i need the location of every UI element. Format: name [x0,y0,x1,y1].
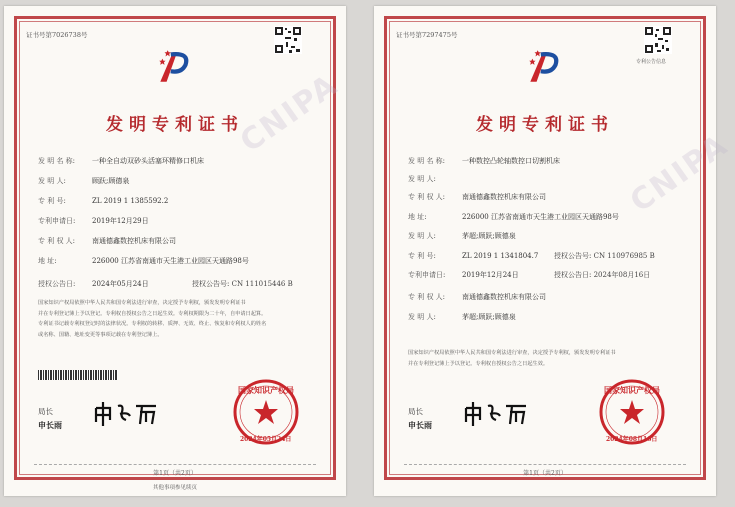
grant-date-row [38,279,149,289]
page-title: 发明专利证书 [106,115,244,135]
cnipa-logo-icon [524,46,566,88]
address: 226000 江苏省南通市天生港工业园区天通路98号 [462,213,619,221]
patentee-label: 专 利 权 人: [408,293,446,301]
grant-number-label: 授权公告号: [192,280,230,288]
notice-line: 国家知识产权局依照中华人民共和国专利法进行审查，决定授予专利权，颁发发明专利证书 [38,300,246,306]
grant-date-row [554,270,650,280]
qr-code-icon [644,26,672,54]
patent-number-label: 专 利 号: [38,197,66,205]
inventors-row-3 [408,312,516,322]
filing-date-row [408,270,519,280]
grant-number-row [554,251,655,261]
inventors: 茅超;顾跃;顾德泉 [462,313,516,321]
filing-date-label: 专利申请日: [408,271,446,279]
inventors-row [408,174,462,184]
invention-name: 一种数控凸轮轴数控口切割机床 [462,157,560,165]
divider [404,464,686,465]
inventors: 顾跃;顾德泉 [92,177,130,185]
watermark: CNIPA [623,127,735,220]
invention-name: 一种全自动双砂头活塞环精修口机床 [92,157,204,165]
inventors-label: 发 明 人: [408,313,436,321]
barcode-icon [38,370,118,380]
filing-date: 2019年12月24日 [462,271,519,279]
seal-date: 2024年08月16日 [606,436,658,443]
handwritten-signature-icon [92,398,162,428]
qr-code-icon [274,26,302,54]
inventors-row [38,176,129,186]
address-row [408,212,619,222]
watermark: CNIPA [233,67,345,160]
cnipa-logo-icon [154,46,196,88]
footnote: 其他事项参见续页 [152,485,197,491]
inventors: 茅超;顾跃;顾德泉 [462,232,516,240]
patent-number-label: 专 利 号: [408,252,436,260]
address-label: 地 址: [38,257,57,265]
address-row [38,256,249,266]
certificate-right [374,6,735,496]
certificate-number: 证书号第7026738号 [26,31,88,39]
patent-number: ZL 2019 1 1341804.7 [462,252,539,260]
notice-line: 国家知识产权局依照中华人民共和国专利法进行审查，决定授予专利权，颁发发明专利证书 [408,350,616,356]
seal-text: 国家知识产权局 [238,386,294,395]
signer-title: 局长 [38,407,53,416]
grant-date-label: 授权公告日: [554,271,592,279]
patent-number-row [408,251,538,261]
address-label: 地 址: [408,213,427,221]
patentee-row [38,236,176,246]
invention-name-label: 发 明 名 称: [38,157,76,165]
signer-title: 局长 [408,407,423,416]
inventors-row-2 [408,231,516,241]
seal-text: 国家知识产权局 [604,386,660,395]
patentee-row-2 [408,292,546,302]
invention-name-label: 发 明 名 称: [408,157,446,165]
grant-number: CN 110976985 B [593,252,655,260]
grant-number: CN 111015446 B [231,280,293,288]
grant-date-label: 授权公告日: [38,280,76,288]
patentee-label: 专 利 权 人: [408,193,446,201]
page-number: 第1页（共2页） [153,470,197,477]
certificate-left [4,6,346,496]
patentee: 南通德鑫数控机床有限公司 [462,193,546,201]
filing-date-row [38,216,149,226]
grant-number-label: 授权公告号: [554,252,592,260]
inventors-label: 发 明 人: [408,232,436,240]
filing-date-label: 专利申请日: [38,217,76,225]
invention-name-row [38,156,204,166]
inventors-label: 发 明 人: [38,177,66,185]
notice-line: 并在专利登记簿上予以登记。专利权自授权公告之日起生效。 [408,360,549,367]
patentee: 南通德鑫数控机床有限公司 [92,237,176,245]
legal-notice [408,348,694,369]
grant-date: 2024年08月16日 [593,271,651,279]
qr-caption: 专利公告信息 [636,59,667,65]
patentee-label: 专 利 权 人: [38,237,76,245]
inventors-label: 发 明 人: [408,175,436,183]
page-number: 第1页（共2页） [523,470,567,477]
invention-name-row [408,156,560,166]
notice-line: 并在专利登记簿上予以登记。专利权自授权公告之日起生效。专利权期限为二十年，自申请日起算。 [38,310,267,317]
handwritten-signature-icon [462,398,532,428]
grant-date: 2024年05月24日 [92,280,149,288]
signer-name: 申长雨 [408,420,432,430]
legal-notice [38,298,324,340]
patentee-row [408,192,546,202]
seal-date: 2024年05月24日 [240,436,292,443]
notice-line: 或名称、国籍、地址变更等事项记载在专利登记簿上。 [38,331,163,338]
page-title: 发明专利证书 [476,115,614,135]
patentee: 南通德鑫数控机床有限公司 [462,293,546,301]
signer-name: 申长雨 [38,420,62,430]
patent-number-row [38,196,168,206]
filing-date: 2019年12月29日 [92,217,149,225]
divider [34,464,316,465]
certificate-number: 证书号第7297475号 [396,31,458,39]
notice-line: 专利证书记载专利权登记时的法律状况。专利权的转移、质押、无效、终止、恢复和专利权人的姓名 [38,321,267,327]
address: 226000 江苏省南通市天生港工业园区天通路98号 [92,257,249,265]
grant-number-row [192,279,293,289]
patent-number: ZL 2019 1 1385592.2 [92,197,169,205]
